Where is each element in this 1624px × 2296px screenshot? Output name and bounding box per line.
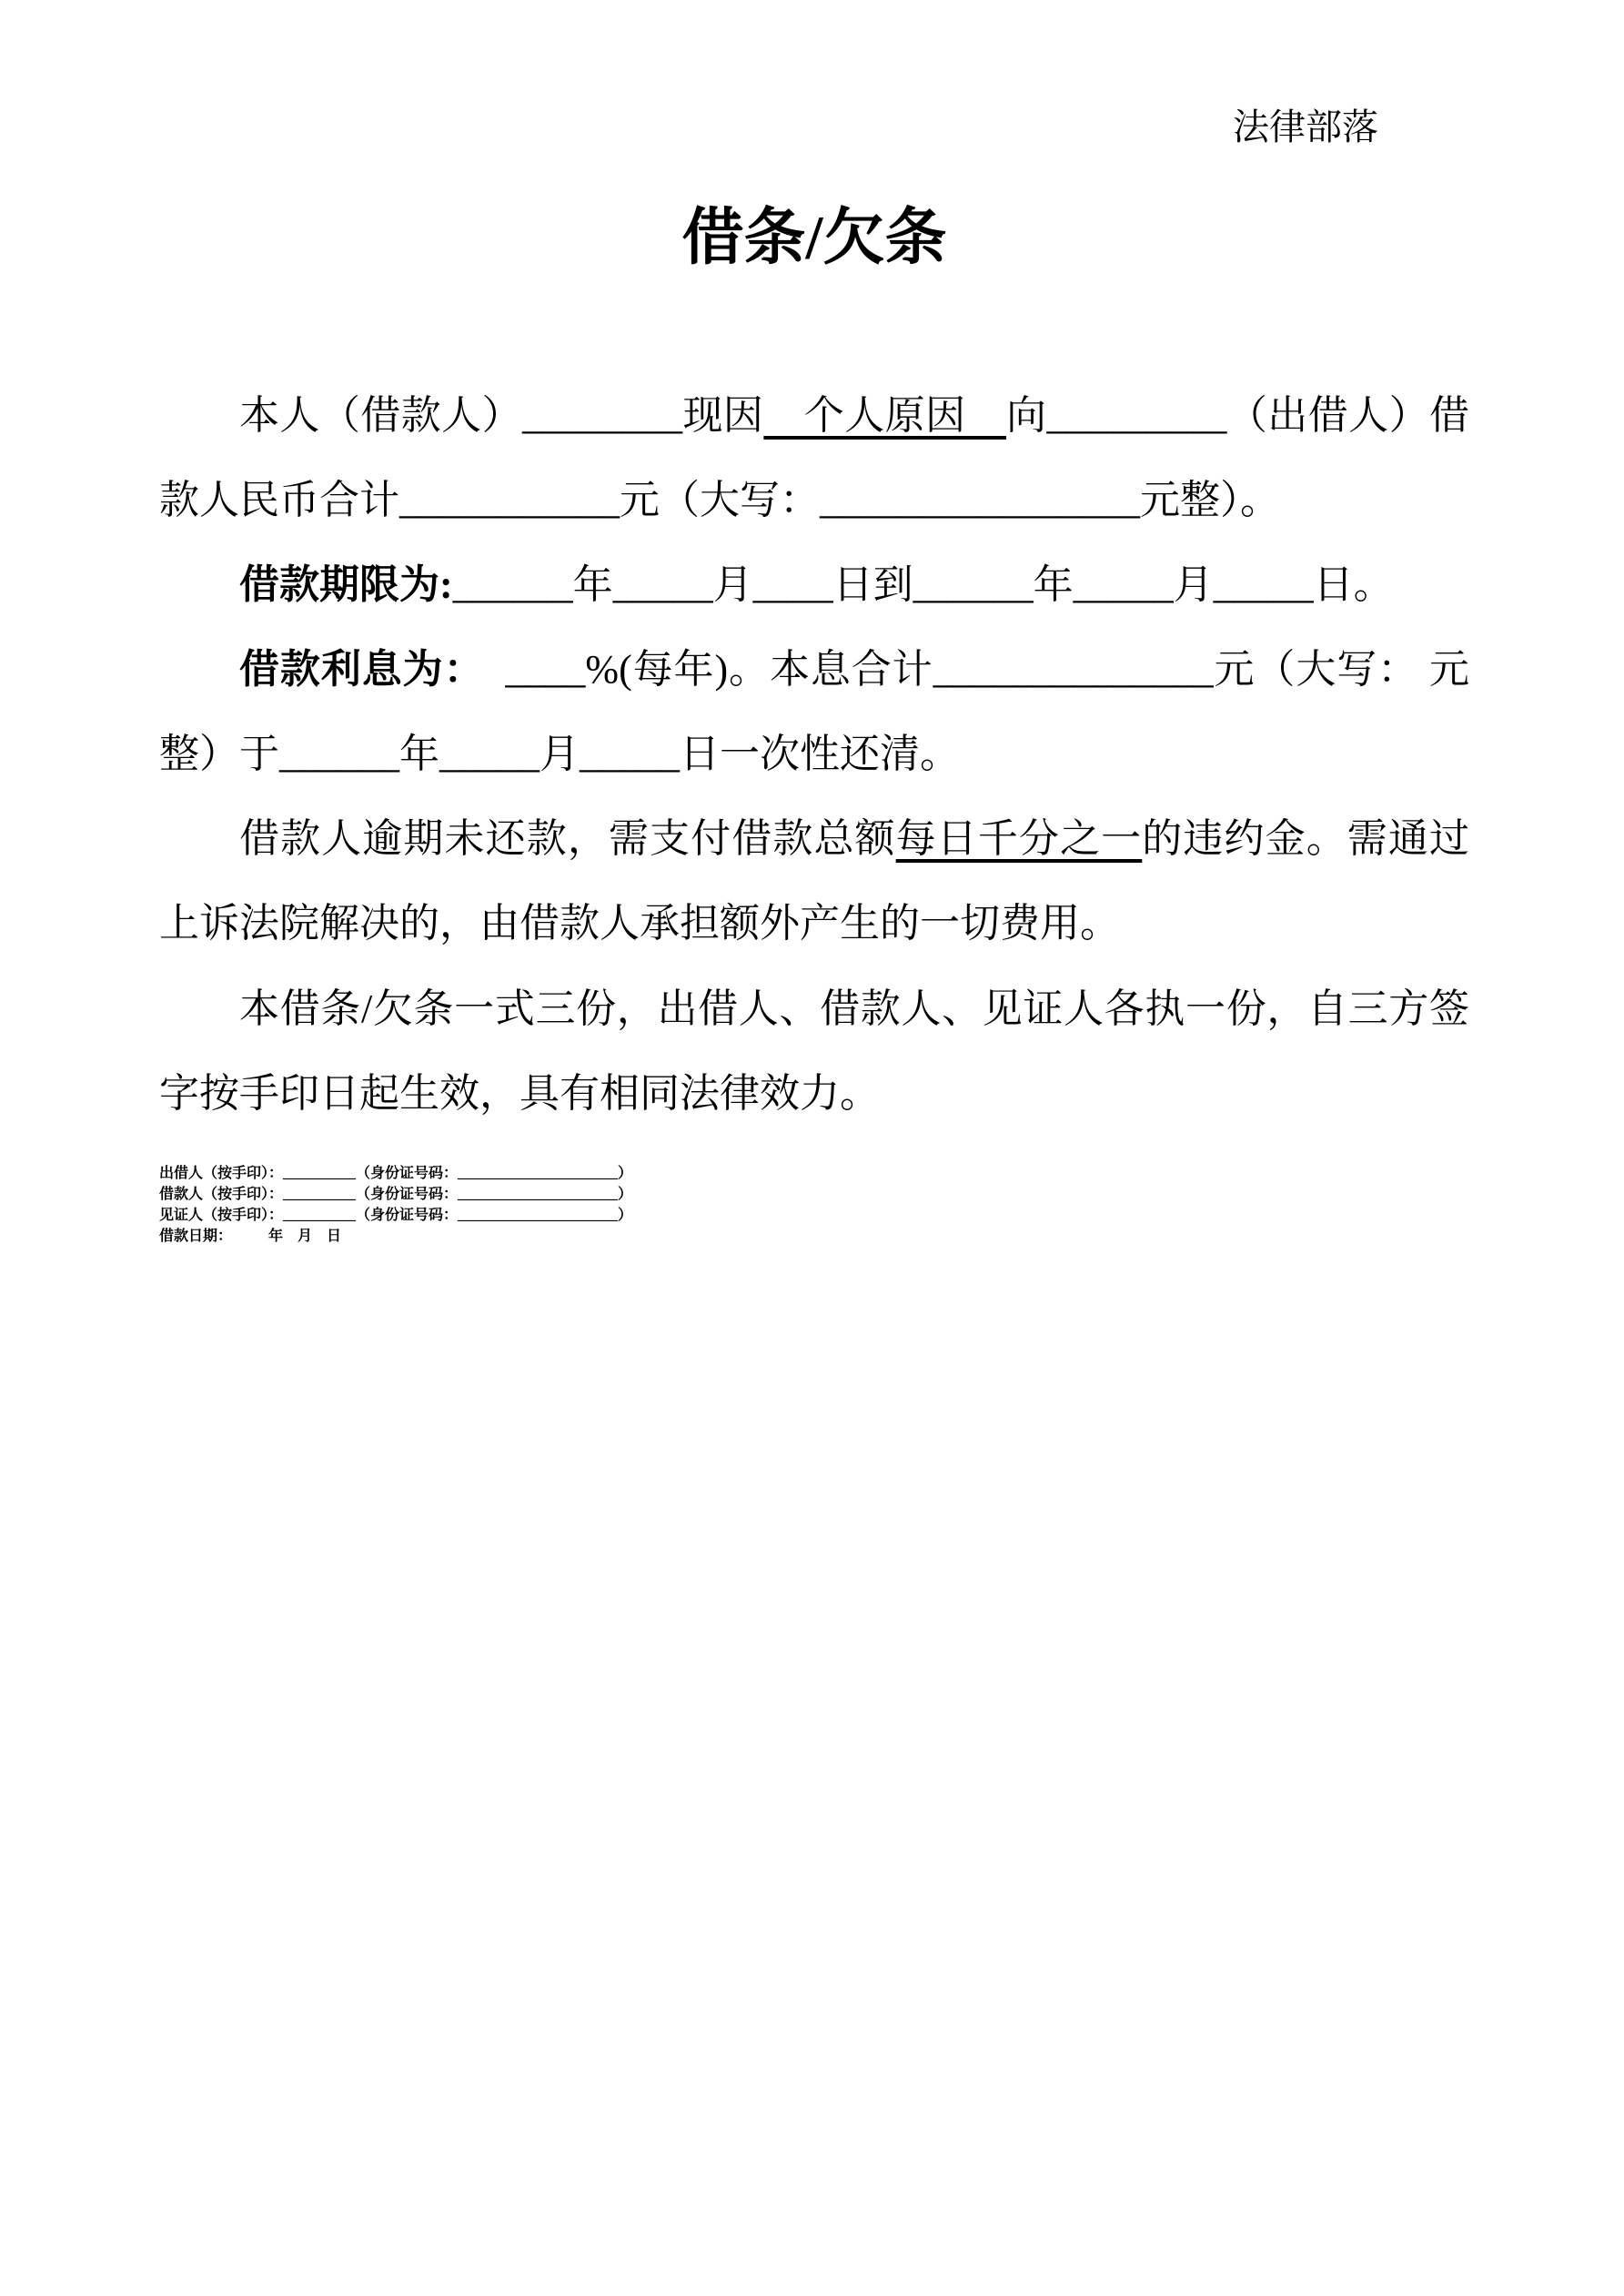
signature-line: 见证人（按手印）：__________（身份证号码：______________________） (159, 1207, 633, 1223)
paragraph (159, 542, 1469, 627)
signature-block (159, 1161, 1469, 1245)
paragraph (159, 966, 1469, 1136)
text-run: 现因 (682, 393, 764, 439)
signature-line: 出借人（按手印）：__________（身份证号码：______________________） (159, 1165, 633, 1181)
text-run: 本借条/欠条一式三份，出借人、借款人、见证人各执一份，自三方签字按手印日起生效，具有相同法律效力。 (159, 986, 1469, 1116)
underlined-text: 个人原因 (763, 393, 1006, 439)
site-watermark: 法律部落 (1233, 106, 1378, 147)
text-run: _________ (1046, 393, 1227, 439)
text-run: 元（大写： (620, 478, 820, 523)
paragraph (159, 796, 1469, 966)
loan-date-line: 借款日期： 年 月 日 (159, 1228, 342, 1244)
underlined-text: 每日千分之一 (895, 816, 1143, 862)
text-run: ____%(每年)。本息合计______________元（大写： 元整）于______年_____月_____日一次性还清。 (159, 647, 1470, 777)
text-run: 向 (1005, 393, 1047, 439)
document-body (159, 373, 1469, 1135)
text-run: ________________ (820, 478, 1140, 523)
text-run: 本人（借款人） (239, 393, 523, 439)
paragraph (159, 373, 1469, 542)
page-title: 借条/欠条 (681, 203, 947, 272)
bold-label: 借款利息为： (239, 647, 465, 693)
text-run: 的违约金。需通过上诉法院解决的，由借款人承担额外产生的一切费用。 (159, 816, 1470, 946)
bold-label: 借款期限为: (239, 562, 453, 608)
text-run: 元整）。 (1140, 478, 1280, 523)
text-run: ______年_____月____日到______年_____月_____日。 (452, 562, 1394, 608)
paragraph (159, 627, 1469, 796)
signature-line: 借款人（按手印）：__________（身份证号码：______________________） (159, 1186, 633, 1202)
text-run: ________ (522, 393, 683, 439)
text-run: （出借人）借款人民币合计 (159, 393, 1470, 523)
text-run: ___________ (399, 478, 620, 523)
text-run: 借款人逾期未还款，需支付借款总额 (239, 816, 896, 862)
